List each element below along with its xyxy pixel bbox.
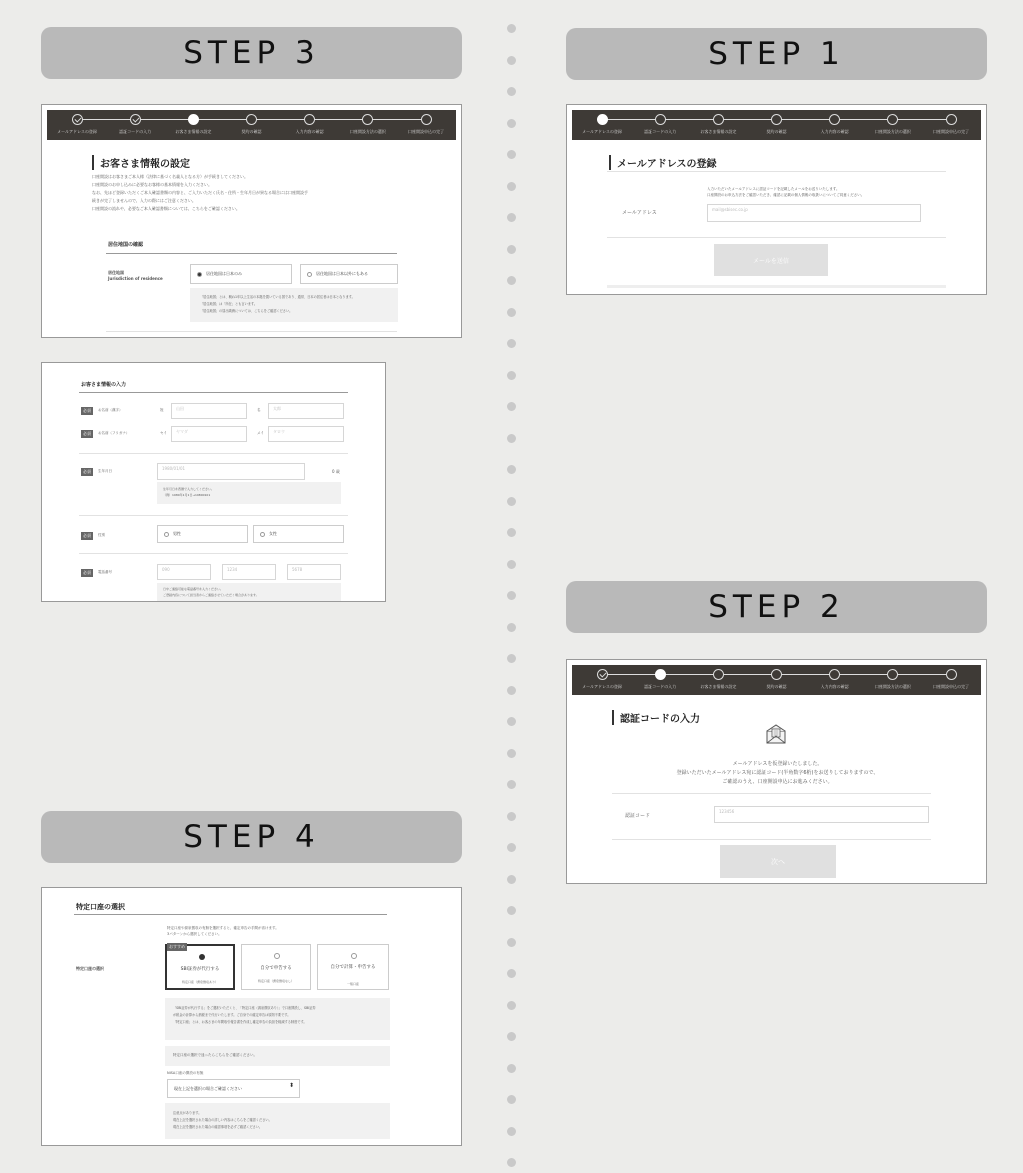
description-text: 「特定口座」とは、お客さまの年間取引報告書を作成し確定申告の負担を軽減する制度です。 <box>173 1020 307 1024</box>
field-prefix: メイ <box>257 431 264 435</box>
select-value: 現在上記を選択の場合ご確認ください <box>174 1086 242 1091</box>
option-card-self[interactable] <box>241 944 311 990</box>
age-text: 0 歳 <box>332 469 340 474</box>
separator-dot <box>507 717 516 726</box>
step3-header-label: STEP 3 <box>183 35 320 71</box>
step1-header-label: STEP 1 <box>708 36 845 72</box>
notice-text: 口座開設のお申込方法をご確認いただき、確認に記載の個人情報の取扱いについてご同意ください。 <box>707 193 865 197</box>
separator-dot <box>507 87 516 96</box>
progress-step-icon <box>421 114 432 125</box>
email-field[interactable]: mail@sbisec.co.jp <box>707 204 921 222</box>
progress-step-icon <box>887 114 898 125</box>
progress-step-label: メールアドレスの登録 <box>582 129 622 134</box>
send-mail-button[interactable]: メールを送信 <box>714 244 828 276</box>
radio-circle-icon <box>351 953 357 959</box>
progress-step-label: 認証コードの入力 <box>119 129 152 134</box>
progress-step-icon <box>713 669 724 680</box>
separator-dot <box>507 843 516 852</box>
separator-dot <box>507 528 516 537</box>
progress-step-icon <box>887 669 898 680</box>
progress-step-icon <box>130 114 141 125</box>
progress-step-label: お客さま情報の設定 <box>700 129 737 134</box>
separator-dot <box>507 654 516 663</box>
divider <box>79 453 348 454</box>
option-label: 女性 <box>269 531 277 536</box>
note-text: 「居住地国」の届出義務については、こちらをご確認ください。 <box>200 309 293 313</box>
separator-dot <box>507 591 516 600</box>
option-label: 男性 <box>173 531 181 536</box>
progress-step-icon <box>829 669 840 680</box>
residence-other-radio[interactable] <box>300 264 398 284</box>
description-text: が税金の計算から納税まで代行いたします。ご自身での確定申告は原則不要です。 <box>173 1013 291 1017</box>
residence-label: 居住地国 <box>108 270 124 275</box>
progress-step-icon <box>946 669 957 680</box>
progress-step-label: 口座開設方法の選択 <box>349 129 386 134</box>
progress-step-icon <box>771 114 782 125</box>
nisa-select[interactable] <box>167 1079 300 1098</box>
option-card-sbi[interactable] <box>165 944 235 990</box>
progress-bar <box>572 110 981 140</box>
divider <box>607 285 946 288</box>
separator-dot <box>507 213 516 222</box>
divider <box>74 914 387 915</box>
progress-step-icon <box>655 114 666 125</box>
field-label: 電話番号 <box>98 570 112 574</box>
note-text: 生年月日を西暦で入力してください。 <box>163 487 215 491</box>
option-subtitle: 一般口座 <box>346 982 359 986</box>
progress-step-label: お客さま情報の設定 <box>175 129 212 134</box>
step2-header-label: STEP 2 <box>708 589 845 625</box>
progress-bar <box>572 665 981 695</box>
radio-dot-icon <box>197 272 202 277</box>
divider <box>106 253 397 254</box>
progress-step-label: 口座開設申込の完了 <box>408 129 444 134</box>
progress-step-icon <box>188 114 199 125</box>
intro-text: 続きが完了しませんので、入力の際にはご注意ください。 <box>92 198 196 203</box>
progress-step-icon <box>829 114 840 125</box>
separator-dot <box>507 339 516 348</box>
separator-dot <box>507 434 516 443</box>
intro-text: 口座開設の流れや、必要なご本人確認書類については、こちらをご確認ください。 <box>92 206 240 211</box>
gender-female-radio[interactable] <box>253 525 344 543</box>
progress-step-icon <box>362 114 373 125</box>
auth-code-field[interactable]: 123456 <box>714 806 929 823</box>
gender-male-radio[interactable] <box>157 525 248 543</box>
separator-dot <box>507 56 516 65</box>
page-title: お客さま情報の設定 <box>92 155 190 170</box>
step3-screenshot-2 <box>41 362 386 602</box>
separator-dot <box>507 276 516 285</box>
divider <box>612 839 931 840</box>
step2-screenshot <box>566 659 987 884</box>
separator-dot <box>507 308 516 317</box>
page-title: メールアドレスの登録 <box>609 155 717 170</box>
separator-dot <box>507 938 516 947</box>
message-text: 登録いただいたメールアドレス宛に認証コード(半角数字6桁)をお送りしておりますので、 <box>676 770 879 776</box>
radio-circle-icon <box>274 953 280 959</box>
page-title: 特定口座の選択 <box>76 903 125 911</box>
email-label: メールアドレス <box>622 210 657 216</box>
progress-step-icon <box>304 114 315 125</box>
progress-step-label: 認証コードの入力 <box>644 684 677 689</box>
separator-dot <box>507 1001 516 1010</box>
divider <box>607 171 946 172</box>
last-name-input[interactable]: 山田 <box>171 403 247 419</box>
separator-dot <box>507 402 516 411</box>
first-name-input[interactable]: 太郎 <box>268 403 344 419</box>
required-badge: 必須 <box>83 570 91 575</box>
progress-step-label: 口座開設方法の選択 <box>874 129 911 134</box>
step1-screenshot <box>566 104 987 295</box>
separator-dot <box>507 119 516 128</box>
step3-header <box>41 27 462 79</box>
option-label: 居住地国は日本以外にもある <box>316 271 368 276</box>
message-text: メールアドレスを仮登録いたしました。 <box>732 761 823 767</box>
envelope-icon <box>765 723 787 745</box>
first-name-kana-input[interactable]: タロウ <box>268 426 344 442</box>
next-button[interactable]: 次へ <box>720 845 836 878</box>
step4-header-label: STEP 4 <box>183 819 320 855</box>
sub-label: NISA口座の開設の有無 <box>167 1071 204 1075</box>
field-label: 特定口座の選択 <box>76 966 104 971</box>
progress-step-label: 入力内容の確認 <box>820 684 849 689</box>
recommend-badge: おすすめ <box>169 944 186 949</box>
progress-step-icon <box>655 669 666 680</box>
note-text: 現在上記を選択された場合の詳しい内容はこちらをご確認ください。 <box>173 1118 272 1122</box>
separator-dot <box>507 969 516 978</box>
step4-screenshot <box>41 887 462 1146</box>
separator-dot <box>507 749 516 758</box>
divider <box>79 515 348 516</box>
select-arrows-icon: ⬍ <box>288 1082 294 1089</box>
step2-header <box>566 581 987 633</box>
step1-header <box>566 28 987 80</box>
field-label: お名前（漢字） <box>98 408 123 412</box>
progress-step-label: 入力内容の確認 <box>295 129 324 134</box>
field-prefix: 姓 <box>160 408 164 412</box>
field-label: お名前（フリガナ） <box>98 431 130 435</box>
page-title: 認証コードの入力 <box>612 710 700 725</box>
progress-step-label: 入力内容の確認 <box>820 129 849 134</box>
field-prefix: 名 <box>257 408 261 412</box>
field-label: 性別 <box>98 533 105 537</box>
separator-dot <box>507 24 516 33</box>
radio-circle-icon <box>260 532 265 537</box>
progress-step-label: 認証コードの入力 <box>644 129 677 134</box>
residence-label-en: Jurisdiction of residence <box>108 276 163 281</box>
separator-dot <box>507 1158 516 1167</box>
separator-dot <box>507 623 516 632</box>
required-badge: 必須 <box>83 469 91 474</box>
progress-step-icon <box>597 114 608 125</box>
note-text: 日中ご連絡可能な電話番号を入力ください。 <box>163 587 224 591</box>
option-title: 自分で申告する <box>260 966 292 971</box>
code-label: 認証コード <box>625 813 651 819</box>
separator-dot <box>507 150 516 159</box>
separator-dot <box>507 875 516 884</box>
section-title: お客さま情報の入力 <box>81 382 127 388</box>
progress-step-icon <box>946 114 957 125</box>
divider <box>79 392 348 393</box>
option-subtitle: 特定口座（源泉徴収なし） <box>257 979 294 983</box>
section-title: 居住地国の確認 <box>108 242 144 248</box>
radio-circle-icon <box>164 532 169 537</box>
progress-step-label: メールアドレスの登録 <box>582 684 622 689</box>
required-badge: 必須 <box>83 533 91 538</box>
separator-dot <box>507 1095 516 1104</box>
progress-bar <box>47 110 456 140</box>
progress-step-icon <box>713 114 724 125</box>
notice-text: 入力いただいたメールアドレスに認証コードを記載したメールをお送りいたします。 <box>707 187 840 191</box>
separator-dot <box>507 1032 516 1041</box>
option-title: SBI証券が代行する <box>180 967 220 972</box>
separator-dot <box>507 371 516 380</box>
option-subtitle: 特定口座（源泉徴収あり） <box>181 980 218 984</box>
separator-dot <box>507 780 516 789</box>
separator-dot <box>507 560 516 569</box>
intro-text: 特定口座や源泉徴収の有無を選択すると、確定申告の手間が省けます。 <box>167 926 279 930</box>
birthdate-input[interactable]: 1980/01/01 <box>157 463 305 480</box>
required-badge: 必須 <box>83 431 91 436</box>
option-label: 居住地国は日本のみ <box>206 271 242 276</box>
description-text: 「SBI証券が代行する」をご選択いただくと、「特定口座（源泉徴収あり）」で口座開設し、SBI証券 <box>173 1006 316 1010</box>
separator-dot <box>507 497 516 506</box>
progress-step-label: 口座開設申込の完了 <box>933 129 969 134</box>
field-label: 生年月日 <box>98 469 112 473</box>
progress-step-icon <box>72 114 83 125</box>
field-prefix: セイ <box>160 431 167 435</box>
step3-screenshot-1 <box>41 104 462 338</box>
intro-text: なお、先ほど登録いただくご本人確認書類の内容と、ご入力いただく氏名・住所・生年月日が異なる場合には口座開設手 <box>92 190 308 195</box>
divider <box>607 237 946 238</box>
step4-header <box>41 811 462 863</box>
divider <box>79 553 348 554</box>
phone-input-2[interactable]: 1234 <box>222 564 276 580</box>
divider <box>612 793 931 794</box>
intro-text: 口座開設はお客さまご本人様（法律に基づく名義人となる方）が手続きしてください。 <box>92 174 248 179</box>
note-text: ご登録内容について担当者からご連絡させていただく場合があります。 <box>163 593 259 597</box>
note-text: 「居住地国」は「所在」とも言います。 <box>200 302 258 306</box>
divider <box>106 331 397 332</box>
last-name-kana-input[interactable]: ヤマダ <box>171 426 247 442</box>
progress-step-label: 契約の確認 <box>241 129 262 134</box>
progress-step-label: 口座開設申込の完了 <box>933 684 969 689</box>
separator-dot <box>507 465 516 474</box>
note-text: （例）1980年1月1日→19800101 <box>163 493 211 497</box>
progress-step-icon <box>771 669 782 680</box>
required-badge: 必須 <box>83 408 91 413</box>
intro-text: 口座開設のお申し込みに必要なお客様の基本情報を入力ください。 <box>92 182 212 187</box>
note-text: 「居住地国」とは、概ね1年以上生活の本拠を置いている国であり、通常、日本の居住者は日本となります。 <box>200 295 355 299</box>
separator-dot <box>507 1064 516 1073</box>
progress-step-label: お客さま情報の設定 <box>700 684 737 689</box>
progress-step-label: 契約の確認 <box>766 129 787 134</box>
progress-step-icon <box>597 669 608 680</box>
option-card-general[interactable] <box>317 944 389 990</box>
radio-dot-icon <box>199 954 205 960</box>
separator-dot <box>507 182 516 191</box>
separator-dot <box>507 906 516 915</box>
progress-step-label: 契約の確認 <box>766 684 787 689</box>
note-text: 現在上記を選択された場合の確認事項を必ずご確認ください。 <box>173 1125 263 1129</box>
separator-dot <box>507 245 516 254</box>
link-text[interactable]: 特定口座の選択で迷ったらこちらをご確認ください。 <box>173 1053 257 1057</box>
progress-step-icon <box>246 114 257 125</box>
separator-dot <box>507 812 516 821</box>
progress-step-label: メールアドレスの登録 <box>57 129 97 134</box>
note-text: 注意点があります。 <box>173 1111 202 1115</box>
phone-input-1[interactable]: 090 <box>157 564 211 580</box>
separator-dot <box>507 1127 516 1136</box>
progress-step-label: 口座開設方法の選択 <box>874 684 911 689</box>
option-title: 自分で計算・申告する <box>330 965 376 970</box>
message-text: ご確認のうえ、口座開設申込にお進みください。 <box>722 779 833 785</box>
separator-dot <box>507 686 516 695</box>
radio-circle-icon <box>307 272 312 277</box>
residence-japan-only-radio[interactable] <box>190 264 292 284</box>
intro-text: 3パターンから選択してください。 <box>167 932 222 936</box>
phone-input-3[interactable]: 5678 <box>287 564 341 580</box>
